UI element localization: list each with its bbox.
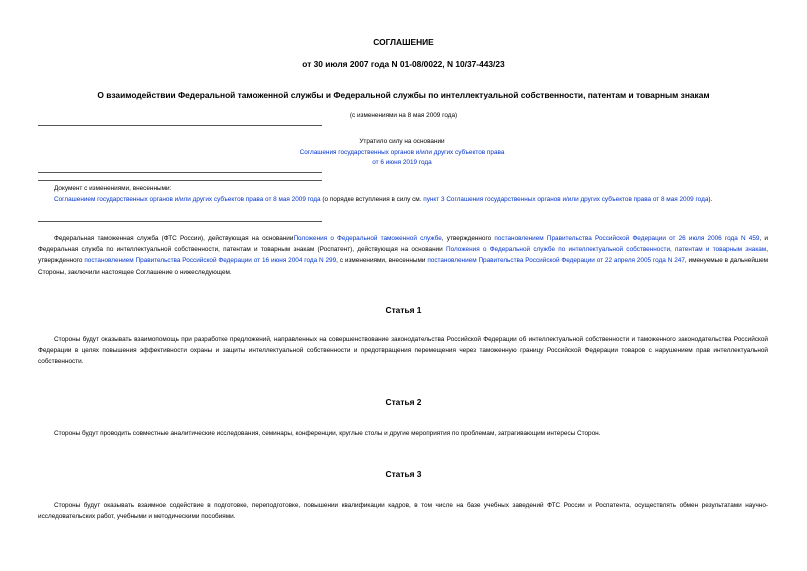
preamble-text: , именуемые в дальнейшем Стороны, заключили настоящее Соглашение о нижеследующем. (38, 257, 769, 276)
status-label: Утратило силу на основании (359, 138, 445, 145)
amendment-link[interactable]: Соглашением государственных органов и/или других субъектов права от 8 мая 2009 года (54, 195, 321, 203)
article-text: Стороны будут оказывать взаимное содействие в подготовке, переподготовке, повышении квалификации кадров, в том числе на базе учебных заведений ФТС России и Роспатента, осуществлять обмен результатами научно-исследовательских работ, учебными и методическими пособиями. (38, 502, 768, 521)
article-heading: Статья 3 (385, 469, 422, 479)
divider (38, 172, 322, 173)
amendment-clause-link[interactable]: пункт 3 Соглашения государственных органов и/или других субъектов права от 8 мая 2009 года (423, 195, 709, 203)
changes-note: (с изменениями на 8 мая 2009 года) (349, 112, 458, 119)
preamble-text: , с изменениями, внесенными (336, 257, 428, 265)
status-link[interactable]: Соглашения государственных органов и/или других субъектов права (299, 148, 505, 156)
amendments-note (54, 184, 768, 205)
status-block (250, 137, 554, 169)
preamble-paragraph (38, 233, 768, 278)
divider (38, 221, 322, 222)
resolution-299-link[interactable]: постановлением Правительства Российской Федерации от 16 июня 2004 года N 299 (84, 257, 337, 265)
document-subject: О взаимодействии Федеральной таможенной службы и Федеральной службы по интеллектуальной собственности, патентам и товарным знакам (97, 90, 710, 100)
document-title: СОГЛАШЕНИЕ (373, 37, 434, 47)
rospatent-regulation-link[interactable]: Положения о Федеральной службе по интеллектуальной собственности, патентам и товарным знакам (445, 246, 767, 254)
article-text: Стороны будут проводить совместные аналитические исследования, семинары, конференции, круглые столы и другие мероприятия по проблемам, затрагивающим интересы Сторон. (54, 430, 601, 437)
preamble-text: , утвержденного (38, 246, 768, 265)
article-heading: Статья 1 (385, 305, 422, 315)
amendment-text-end: ). (708, 195, 713, 203)
preamble-text: , утвержденного (441, 235, 495, 242)
divider (38, 125, 322, 126)
article-heading: Статья 2 (385, 397, 422, 407)
document-number: от 30 июля 2007 года N 01-08/0022, N 10/37-443/23 (302, 59, 505, 69)
resolution-459-link[interactable]: постановлением Правительства Российской Федерации от 26 июля 2006 года N 459 (494, 235, 760, 242)
article-text: Стороны будут оказывать взаимопомощь при разработке предложений, направленных на совершенствование законодательства Российской Федерации об интеллектуальной собственности и таможенного законодательства Российской Федерации в целях повышения эффективности охраны и защиты интеллектуальной собственности и предотвращения перемещения через таможенную границу Российской Федерации товаров с нарушением прав интеллектуальной собственности. (38, 336, 768, 366)
amendment-text: (о порядке вступления в силу см. (320, 195, 424, 203)
preamble-text: Федеральная таможенная служба (ФТС России), действующая на основании (54, 235, 294, 242)
preamble-text: , и Федеральная служба по интеллектуальной собственности, патентам и товарным знакам (Роспатент), действующая на основании (38, 235, 769, 254)
resolution-247-link[interactable]: постановлением Правительства Российской Федерации от 22 апреля 2005 года N 247 (427, 257, 685, 265)
status-link-date[interactable]: от 6 июня 2019 года (372, 159, 432, 166)
fts-regulation-link[interactable]: Положения о Федеральной таможенной службе (293, 235, 442, 242)
divider (38, 180, 322, 181)
amendments-label: Документ с изменениями, внесенными: (54, 185, 172, 192)
